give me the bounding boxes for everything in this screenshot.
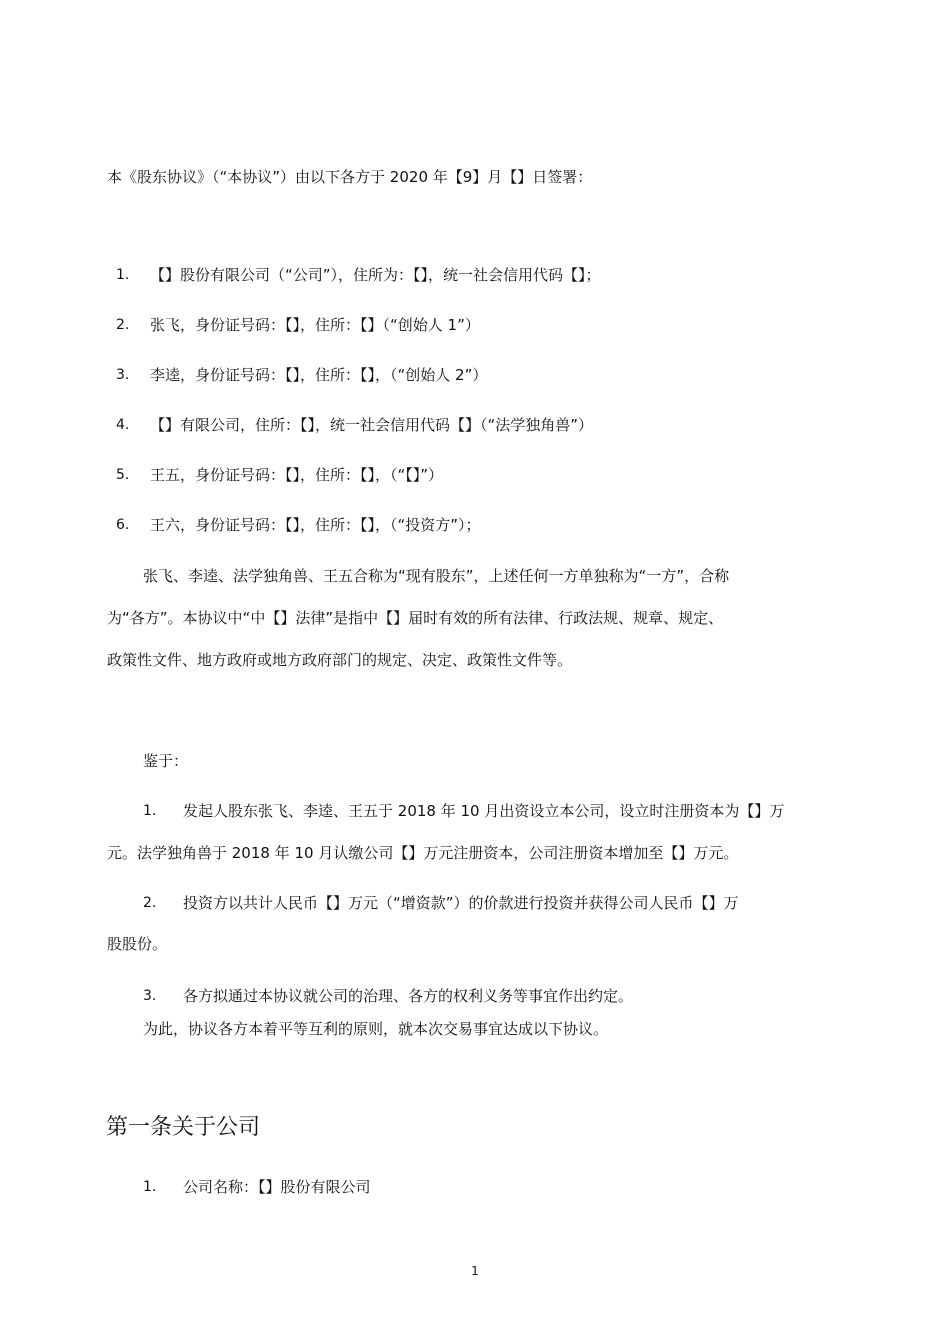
recital-number: 3. [143,988,157,1004]
party-number: 5. [116,467,130,483]
paragraph-line: 发起人股东张飞、李逵、王五于 2018 年 10 月出资设立本公司，设立时注册资本为【】万 [183,802,785,820]
party-number: 2. [116,317,130,333]
paragraph-line: 各方拟通过本协议就公司的治理、各方的权利义务等事宜作出约定。 [183,987,634,1005]
party-number: 3. [116,367,130,383]
paragraph-line: 为“各方”。本协议中“中【】法律”是指中【】届时有效的所有法律、行政法规、规章、规定、 [107,609,724,627]
party-text: 张飞，身份证号码：【】，住所：【】（“创始人 1”） [150,316,480,334]
item-number: 1. [143,1179,157,1195]
party-number: 1. [116,267,130,283]
page-number: 1 [471,1264,479,1278]
party-text: 【】有限公司，住所：【】，统一社会信用代码【】（“法学独角兽”） [150,416,594,434]
paragraph-line: 元。法学独角兽于 2018 年 10 月认缴公司【】万元注册资本，公司注册资本增加至【】万元。 [107,844,739,862]
intro-paragraph: 本《股东协议》（“本协议”）由以下各方于 2020 年【9】月【】日签署： [107,168,593,186]
whereas-title: 鉴于： [143,752,189,770]
party-number: 6. [116,517,130,533]
recital-number: 2. [143,895,157,911]
conclusion-paragraph: 为此，协议各方本着平等互利的原则，就本次交易事宜达成以下协议。 [143,1020,609,1038]
article-heading: 第一条关于公司 [106,1115,261,1140]
recital-number: 1. [143,803,157,819]
paragraph-line: 股股份。 [107,935,168,953]
item-text: 公司名称：【】股份有限公司 [183,1178,371,1196]
party-text: 王六，身份证号码：【】，住所：【】，（“投资方”）； [150,516,481,534]
party-text: 【】股份有限公司（“公司”），住所为：【】，统一社会信用代码【】； [150,266,601,284]
party-text: 王五，身份证号码：【】，住所：【】，（“【】”） [150,466,444,484]
party-text: 李逵，身份证号码：【】，住所：【】，（“创始人 2”） [150,366,488,384]
party-number: 4. [116,417,130,433]
paragraph-line: 政策性文件、地方政府或地方政府部门的规定、决定、政策性文件等。 [107,651,573,669]
paragraph-line: 投资方以共计人民币【】万元（“增资款”）的价款进行投资并获得公司人民币【】万 [183,894,739,912]
paragraph-line: 张飞、李逵、法学独角兽、王五合称为“现有股东”，上述任何一方单独称为“一方”，合称 [143,567,730,585]
